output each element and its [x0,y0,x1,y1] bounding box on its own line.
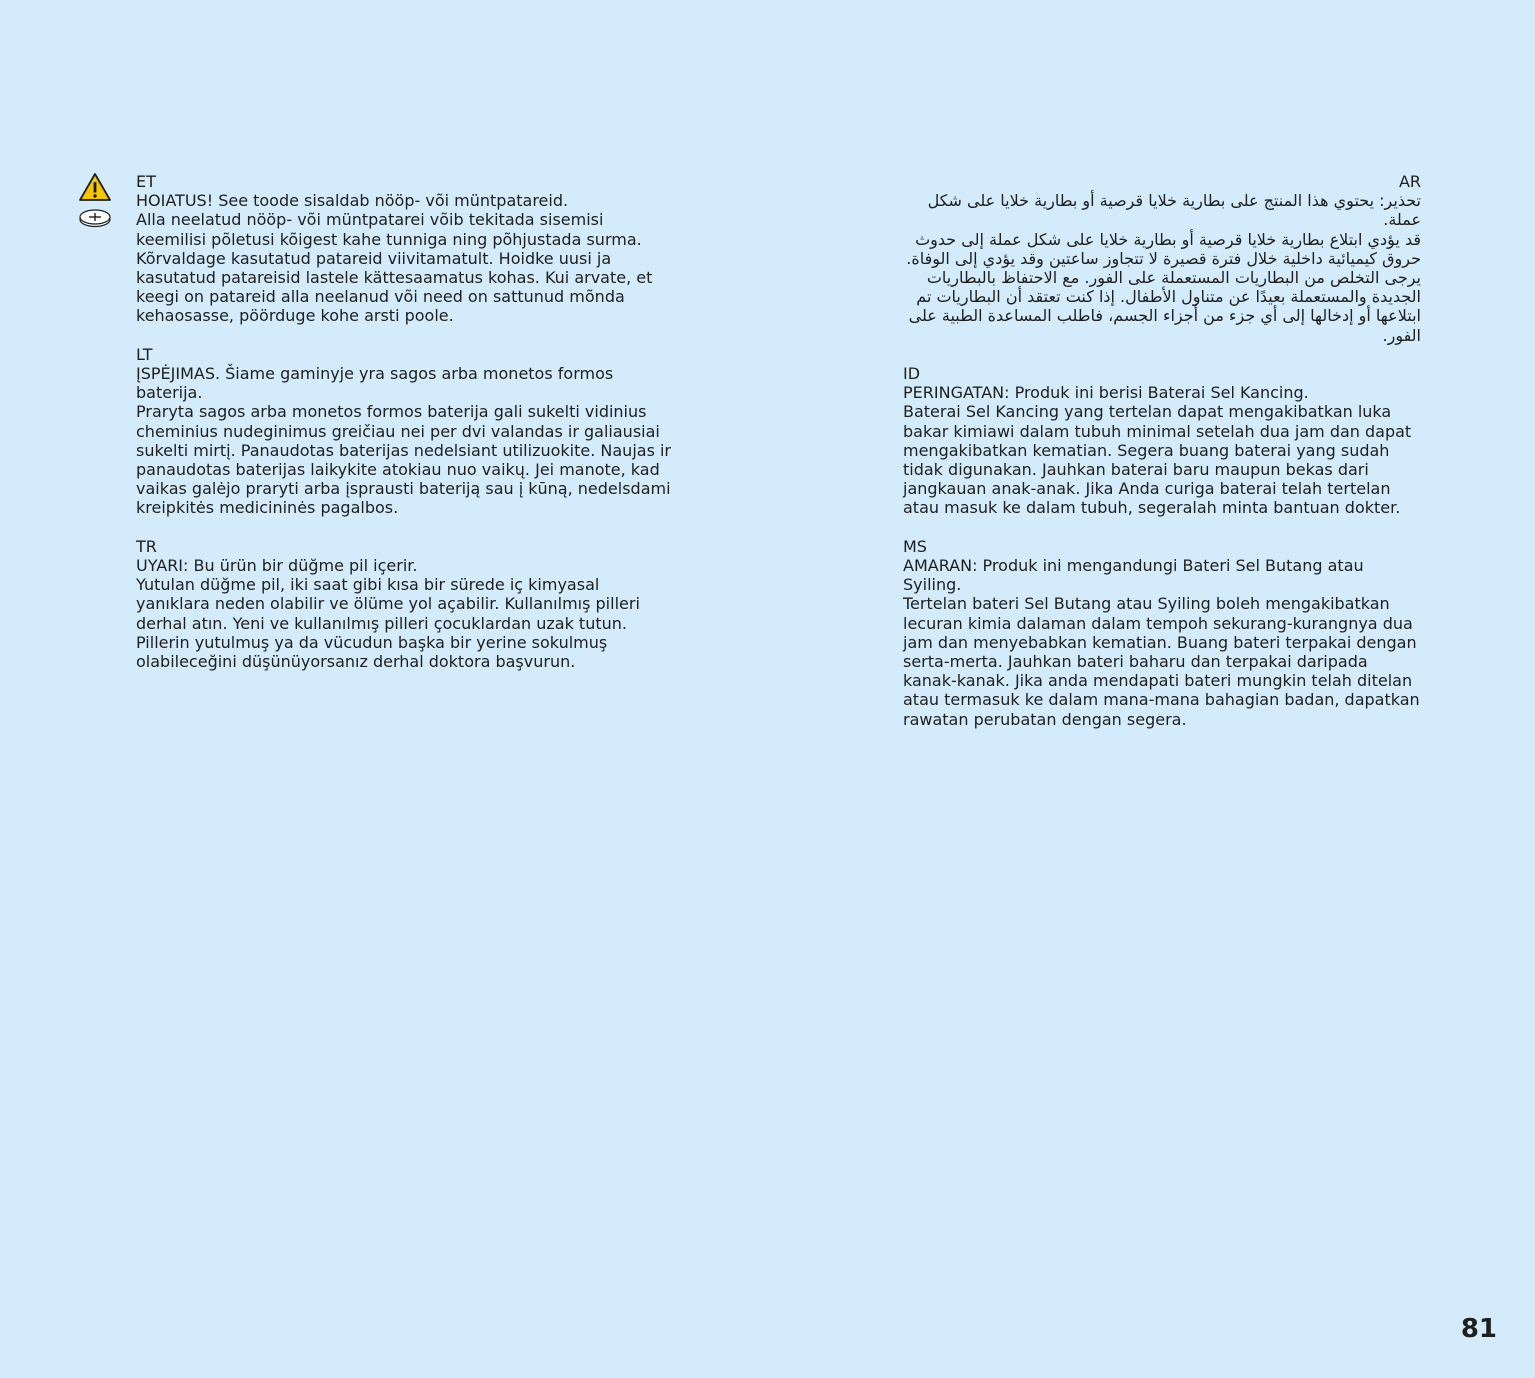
warning-icons [78,172,114,228]
language-code: MS [903,536,927,556]
warning-heading: تحذير: يحتوي هذا المنتج على بطارية خلايا قرصية أو بطارية خلايا على شكل عملة. [927,191,1421,230]
warning-heading: HOIATUS! See toode sisaldab nööp- või müntpatareid. [136,191,569,211]
left-column [136,172,676,690]
right-column [903,172,1421,748]
coin-battery-icon [78,208,112,228]
section-et [136,172,676,326]
section-id [903,364,1421,518]
warning-heading: AMARAN: Produk ini mengandungi Bateri Sel Butang atau Syiling. [903,556,1364,595]
warning-body: Tertelan bateri Sel Butang atau Syiling boleh mengakibatkan lecuran kimia dalaman dalam tempoh sekurang-kurangnya dua jam dan menyebabkan kematian. Buang bateri terpakai dengan serta-merta. Jauhkan bateri baharu dan terpakai daripada kanak-kanak. Jika anda mendapati bateri mungkin telah ditelan atau termasuk ke dalam mana-mana bahagian badan, dapatkan rawatan perubatan dengan segera. [903,594,1420,729]
warning-body: Yutulan düğme pil, iki saat gibi kısa bir sürede iç kimyasal yanıklara neden olabilir ve ölüme yol açabilir. Kullanılmış pilleri derhal atın. Yeni ve kullanılmış pilleri çocuklardan uzak tutun. Pillerin yutulmuş ya da vücudun başka bir yerine sokulmuş olabileceğini düşünüyorsanız derhal doktora başvurun. [136,575,640,672]
section-ms [903,537,1421,729]
language-code: AR [1398,172,1421,191]
language-code: ID [903,364,921,384]
section-lt [136,345,676,518]
warning-triangle-icon [78,172,112,202]
language-code: LT [136,344,153,364]
warning-heading: PERINGATAN: Produk ini berisi Baterai Sel Kancing. [903,383,1309,403]
warning-body: Alla neelatud nööp- või müntpatarei võib tekitada sisemisi keemilisi põletusi kõigest kahe tunniga ning põhjustada surma. Kõrvaldage kasutatud patareid viivitamatult. Hoidke uusi ja kasutatud patareisid lastele kättesaamatus kohas. Kui arvate, et keegi on patareid alla neelanud või need on sattunud mõnda kehaosasse, pöörduge kohe arsti poole. [136,210,653,326]
warning-body: قد يؤدي ابتلاع بطارية خلايا قرصية أو بطارية خلايا على شكل عملة إلى حدوث حروق كيميائية داخلية خلال فترة قصيرة لا تتجاوز ساعتين وقد يؤدي إلى الوفاة. يرجى التخلص من البطاريات المستعملة على الفور. مع الاحتفاظ بالبطاريات الجديدة والمستعملة بعيدًا عن متناول الأطفال. إذا كنت تعتقد أن البطاريات تم ابتلاعها أو إدخالها إلى أي جزء من أجزاء الجسم، فاطلب المساعدة الطبية على الفور. [906,229,1421,345]
warning-body: Baterai Sel Kancing yang tertelan dapat mengakibatkan luka bakar kimiawi dalam tubuh minimal setelah dua jam dan dapat mengakibatkan kematian. Segera buang baterai yang sudah tidak digunakan. Jauhkan baterai baru maupun bekas dari jangkauan anak-anak. Jika Anda curiga baterai telah tertelan atau masuk ke dalam tubuh, segeralah minta bantuan dokter. [903,402,1412,518]
section-tr [136,537,676,671]
page-number: 81 [1460,1314,1497,1344]
warning-heading: UYARI: Bu ürün bir düğme pil içerir. [136,556,418,576]
section-ar [903,172,1421,345]
language-code: TR [136,536,157,556]
warning-body: Praryta sagos arba monetos formos baterija gali sukelti vidinius cheminius nudeginimus greičiau nei per dvi valandas ir galiausiai sukelti mirtį. Panaudotas baterijas nedelsiant utilizuokite. Naujas ir panaudotas baterijas laikykite atokiau nuo vaikų. Jei manote, kad vaikas galėjo praryti arba įsprausti bateriją sau į kūną, nedelsdami kreipkitės medicininės pagalbos. [136,402,672,518]
language-code: ET [136,172,156,191]
warning-heading: ĮSPĖJIMAS. Šiame gaminyje yra sagos arba monetos formos baterija. [136,364,614,403]
